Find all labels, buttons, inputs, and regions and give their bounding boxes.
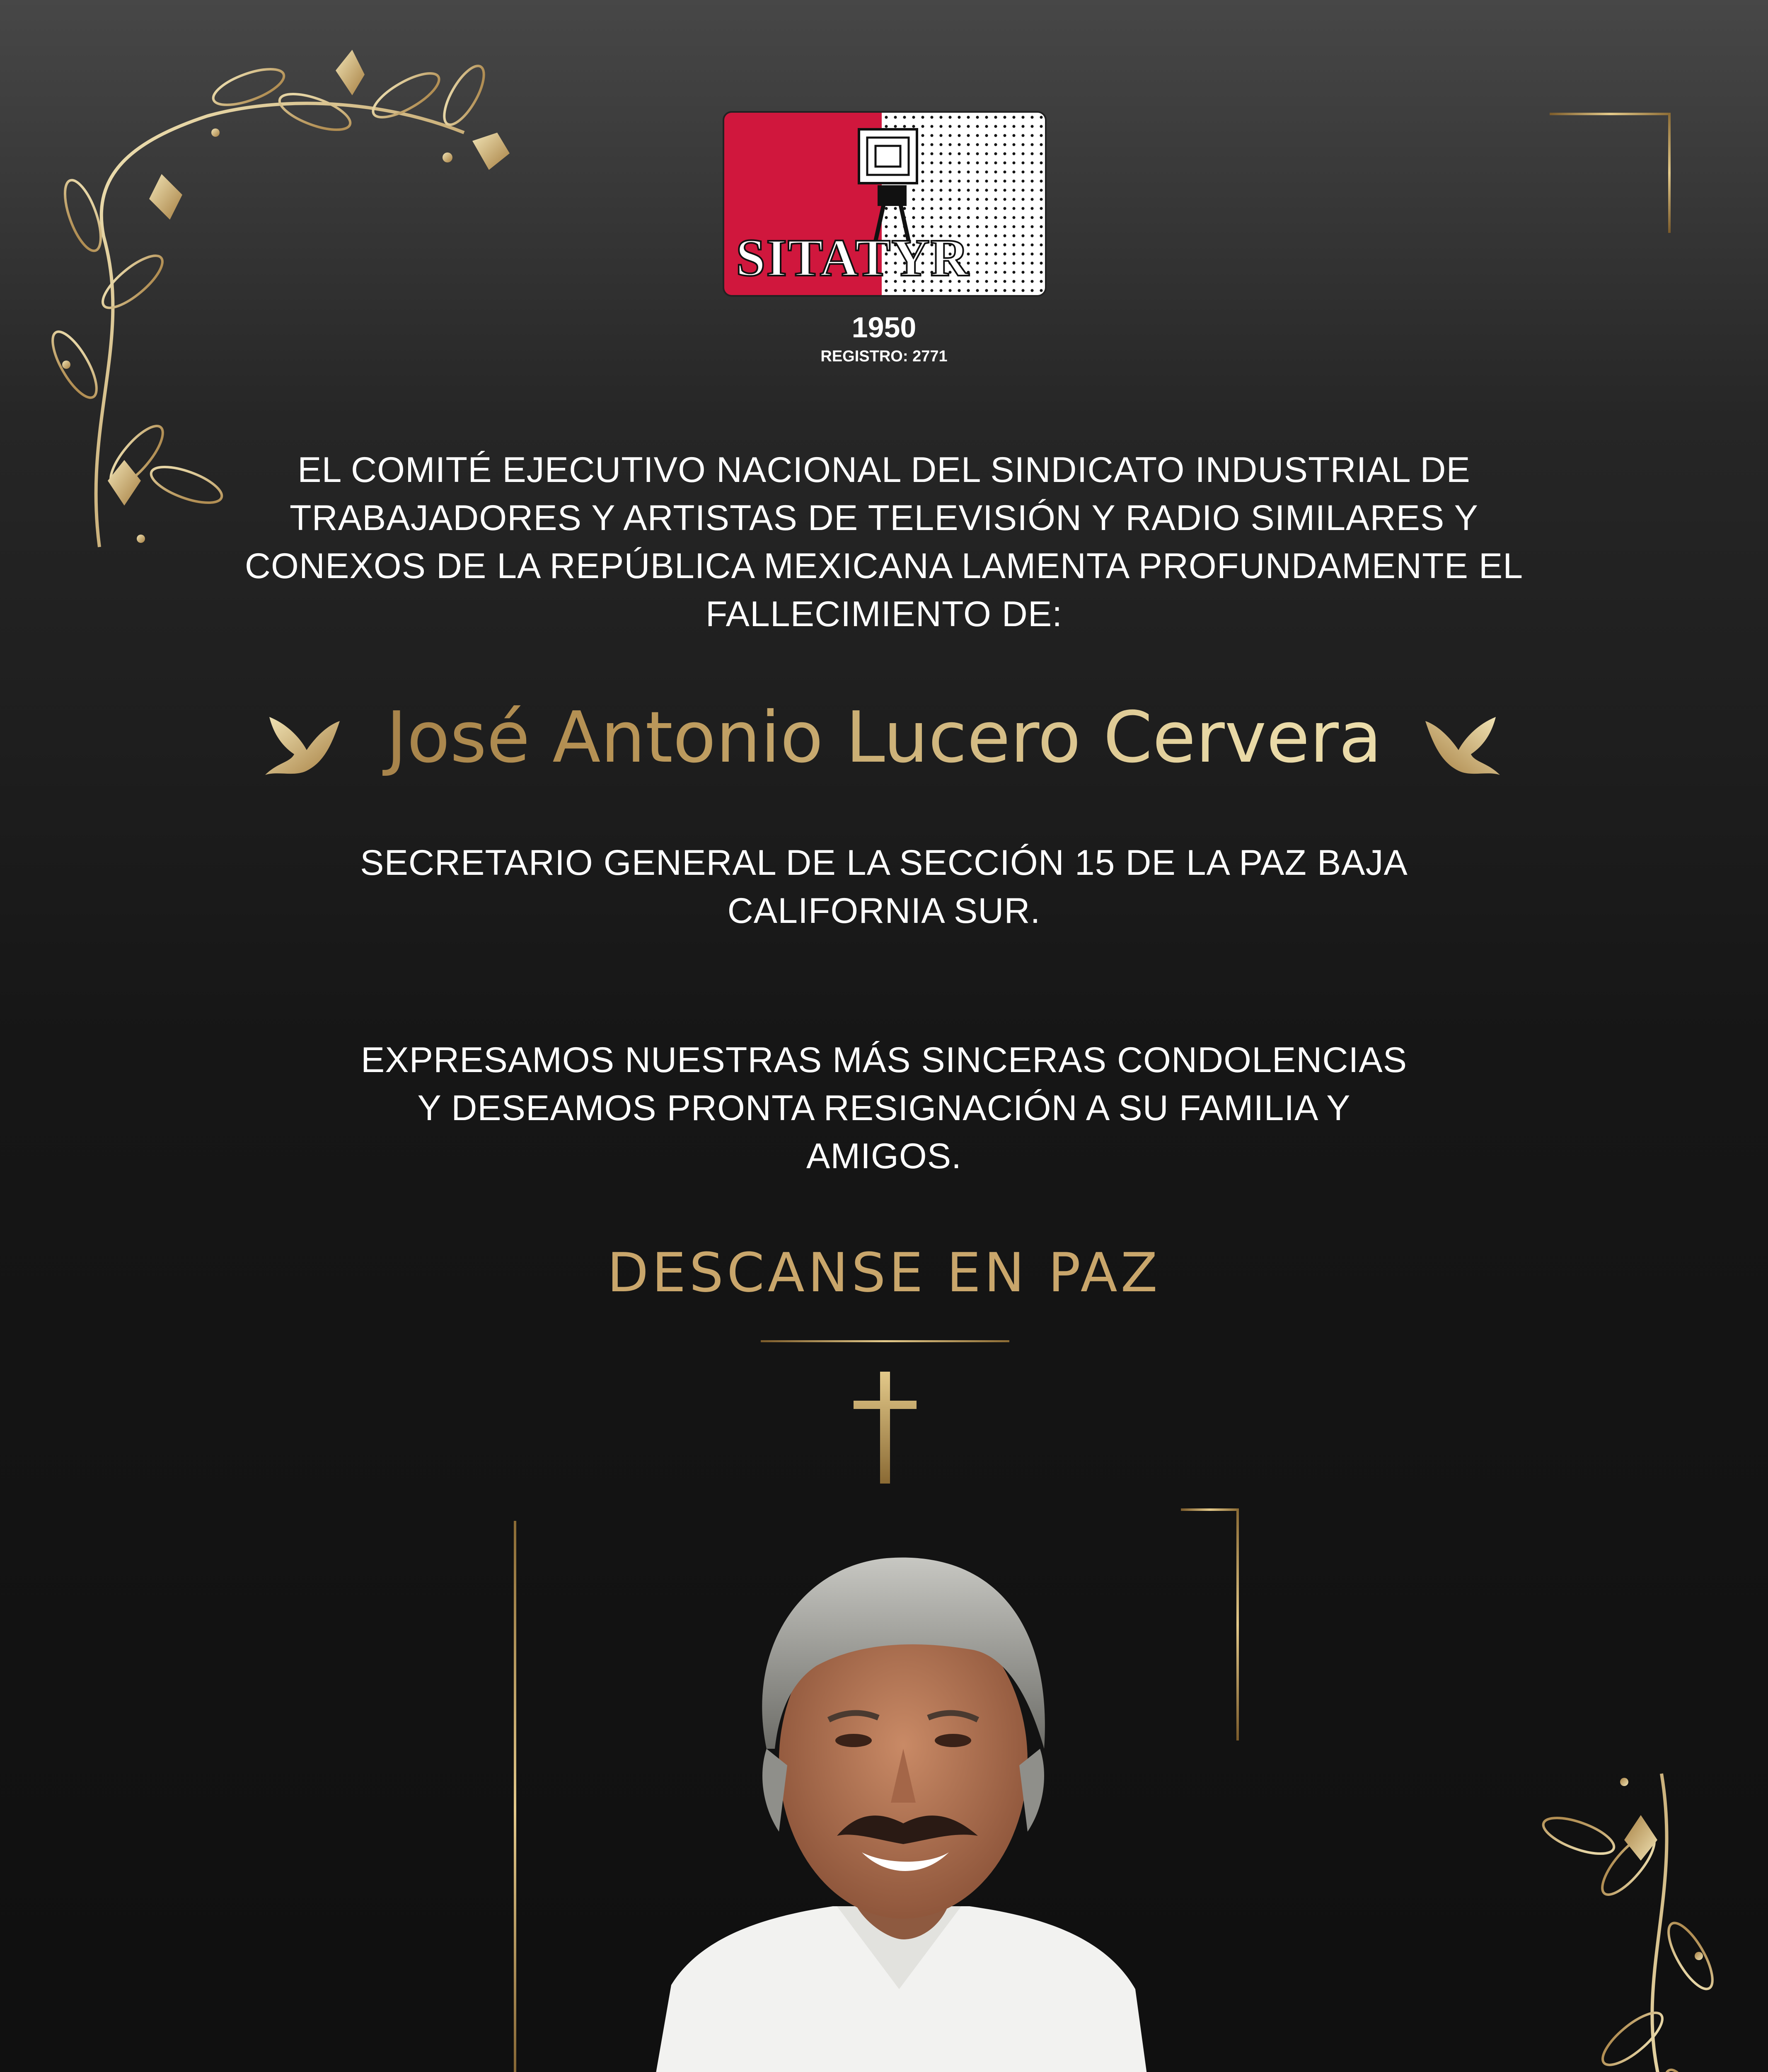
photo-frame-left bbox=[514, 1521, 516, 2072]
deceased-name: José Antonio Lucero Cervera bbox=[0, 696, 1768, 779]
divider-line bbox=[761, 1340, 1009, 1342]
intro-line-1: EL COMITÉ EJECUTIVO NACIONAL DEL SINDICATO INDUSTRIAL DE bbox=[297, 450, 1471, 490]
logo-name: SITATYR bbox=[736, 228, 970, 287]
corner-line-top-right bbox=[1550, 113, 1671, 115]
sitatyr-logo bbox=[723, 111, 1047, 297]
logo-year: 1950 bbox=[851, 311, 917, 344]
rest-in-peace: DESCANSE EN PAZ bbox=[607, 1241, 1161, 1304]
intro-line-4: FALLECIMIENTO DE: bbox=[705, 594, 1063, 634]
logo-registro: REGISTRO: 2771 bbox=[820, 348, 948, 365]
intro-line-2: TRABAJADORES Y ARTISTAS DE TELEVISIÓN Y RADIO SIMILARES Y bbox=[290, 498, 1478, 538]
condolences-line-2: Y DESEAMOS PRONTA RESIGNACIÓN A SU FAMILIA Y bbox=[417, 1088, 1351, 1128]
corner-line-top-right-vertical bbox=[1668, 113, 1671, 233]
position-line-2: CALIFORNIA SUR. bbox=[727, 891, 1041, 931]
position-line-1: SECRETARIO GENERAL DE LA SECCIÓN 15 DE LA PAZ BAJA bbox=[360, 843, 1408, 883]
floral-ornament-bottom-right bbox=[1086, 1442, 1715, 2072]
cross-icon bbox=[852, 1372, 918, 1484]
intro-line-3: CONEXOS DE LA REPÚBLICA MEXICANA LAMENTA PROFUNDAMENTE EL bbox=[244, 546, 1524, 586]
deceased-photo bbox=[655, 1517, 1148, 2072]
dove-icon-right bbox=[1421, 700, 1504, 783]
condolences-line-3: AMIGOS. bbox=[806, 1136, 962, 1176]
condolences-line-1: EXPRESAMOS NUESTRAS MÁS SINCERAS CONDOLENCIAS bbox=[360, 1040, 1408, 1080]
